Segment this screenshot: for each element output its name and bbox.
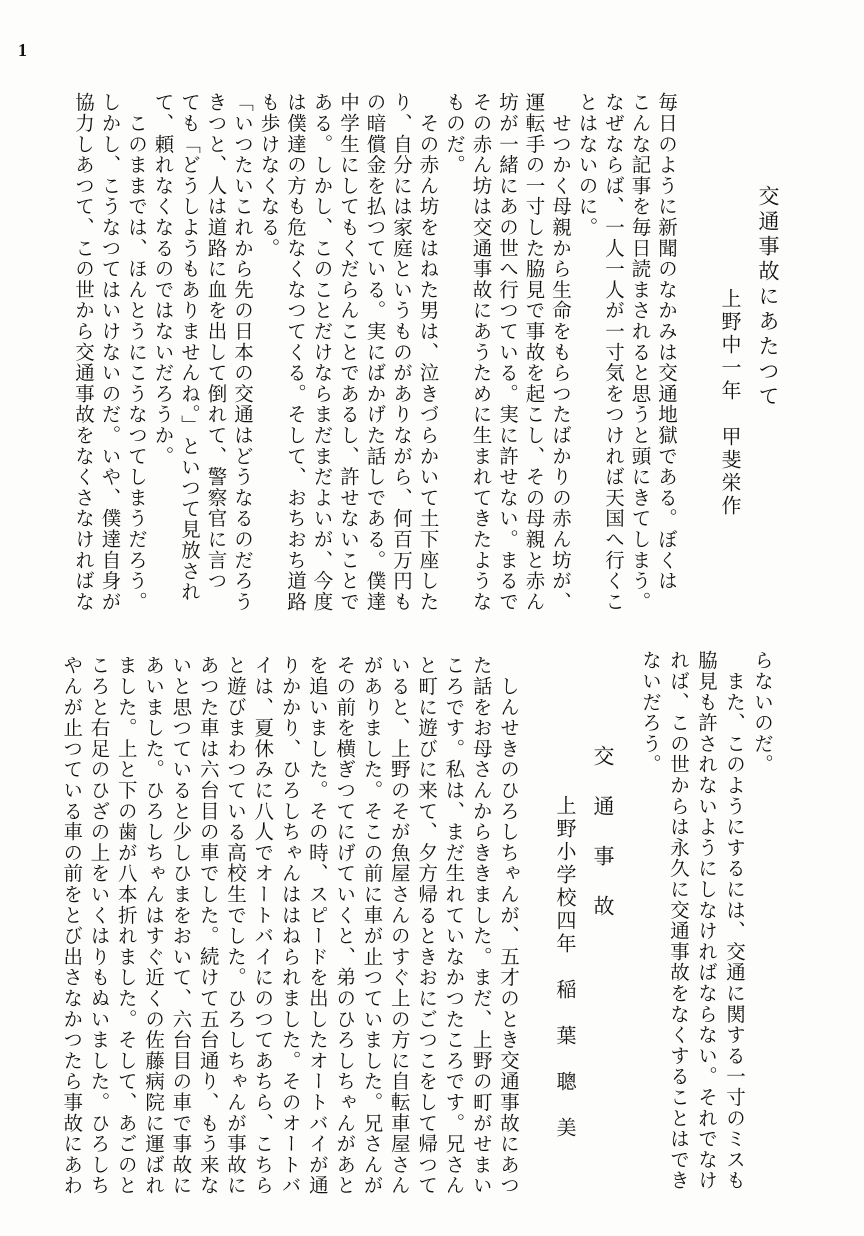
essay1-continuation-line: ないだろう。 xyxy=(639,650,662,775)
essay2-line: いると、上野のそが魚屋さんのすぐ上の方に自転車屋さん xyxy=(387,655,411,1196)
essay2-byline: 上野小学校四年 稲 葉 聰 美 xyxy=(553,795,577,1140)
essay2-line: あいました。ひろしちゃんはすぐ近くの佐藤病院に運ばれ xyxy=(142,655,166,1196)
essay2-line: と町に遊びに来て、夕方帰るときおにごつこをして帰つて xyxy=(415,655,439,1196)
essay1-line: も歩けなくなる。 xyxy=(257,92,281,259)
essay1-line: こんな記事を毎日読まされると思うと頭にきてしまう。 xyxy=(628,92,652,612)
essay2-title: 交 通 事 故 xyxy=(591,745,615,920)
essay1-line: このままでは、ほんとうにこうなつてしまうだろう。 xyxy=(125,92,148,612)
essay2-line: ころと右足のひざの上をいくはりもぬいました。ひろしち xyxy=(87,655,111,1196)
essay1-continuation-line: らないのだ。 xyxy=(751,650,774,775)
essay2-line: いと思つていると少しひまをおいて、六台目の車で事故に xyxy=(169,655,193,1196)
essay2-line: りかかり、ひろしちゃんははねられました。そのオートバ xyxy=(278,655,302,1196)
essay2-line: と遊びまわつている高校生でした。ひろしちゃんが事故に xyxy=(224,655,247,1196)
essay2-line: イは、夏休みに八人でオートバイにのつてあちら、こちら xyxy=(251,655,275,1196)
essay1-line: その赤ん坊をはねた男は、泣きづらかいて土下座した xyxy=(416,92,440,612)
essay1-line: 坊が一緒にあの世へ行つている。実に許せない。まるで xyxy=(496,92,519,612)
essay1-line: の暗償金を払つている。実にばかげた話しである。僕達 xyxy=(363,92,387,612)
essay1-title: 交通事故にあたつて xyxy=(756,185,780,410)
essay2-line: た話をお母さんからききました。まだ、上野の町がせまい xyxy=(469,655,493,1196)
essay2-line: あつた車は六台目の車でした。続けて五台通り、もう来な xyxy=(196,655,220,1196)
essay1-line: せつかく母親から生命をもらつたばかりの赤ん坊が、 xyxy=(549,92,572,612)
essay1-line: とはないのに。 xyxy=(575,92,599,238)
essay1-line: ても「どうしようもありませんね。」といつて見放され xyxy=(178,92,201,603)
essay1-line: きつと、人は道路に血を出して倒れて、警察官に言つ xyxy=(204,92,228,592)
essay1-continuation-line: また、このようにするには、交通に関する一寸のミスも xyxy=(723,650,746,1191)
essay1-line: ある。しかし、このことだけならまだまだよいが、今度 xyxy=(310,92,334,612)
essay2-line: ました。上と下の歯が八本折れました。そして、あごのと xyxy=(114,655,138,1196)
essay1-line: 協力しあつて、この世から交通事故をなくさなければな xyxy=(72,92,95,612)
essay1-line: なぜならば、一人一人が一寸気をつければ天国へ行くこ xyxy=(602,92,625,612)
essay2-line: やんが止つている車の前をとび出さなかつたら事故にあわ xyxy=(60,655,84,1196)
essay2-line: しんせきのひろしちゃんが、五才のとき交通事故にあつ xyxy=(497,655,520,1196)
page-number: 1 xyxy=(18,40,27,60)
essay2-line: ころです。私は、まだ生れていなかつたころです。兄さん xyxy=(442,655,466,1196)
essay1-line: 中学生にしてもくだらんことであるし、許せないことで xyxy=(337,92,360,612)
essay1-line: り、自分には家庭というものがありながら、何百万円も xyxy=(390,92,413,612)
essay1-line: しかし、こうなつてはいけないのだ。いや、僕達自身が xyxy=(98,92,122,612)
essay1-line: 運転手の一寸した脇見で事故を起こし、その母親と赤ん xyxy=(522,92,546,612)
essay1-continuation-line: 脇見も許されないようにしなければならない。それでなけ xyxy=(695,650,718,1191)
essay1-line: 毎日のように新聞のなかみは交通地獄である。ぼくは xyxy=(655,92,678,592)
essay2-line: を追いました。その時、スピードを出したオートバイが通 xyxy=(305,655,329,1196)
essay1-line: その赤ん坊は交通事故にあうために生まれてきたような xyxy=(469,92,493,612)
essay1-continuation-line: れば、この世からは永久に交通事故をなくすることはでき xyxy=(667,650,690,1191)
essay2-line: その前を横ぎつてにげていくと、弟のひろしちゃんがあと xyxy=(333,655,357,1196)
essay1-line: ものだ。 xyxy=(443,92,466,176)
essay1-byline: 上野中一年 甲斐栄作 xyxy=(718,288,742,518)
essay2-line: がありました。そこの前に車が止つていました。兄さんが xyxy=(360,655,384,1196)
essay1-line: は僕達の方も危なくなつてくる。そして、おちおち道路 xyxy=(284,92,307,612)
essay1-line: 「いつたいこれから先の日本の交通はどうなるのだろう xyxy=(231,92,254,612)
essay1-line: て、頼れなくなるのではないだろうか。 xyxy=(151,92,175,467)
